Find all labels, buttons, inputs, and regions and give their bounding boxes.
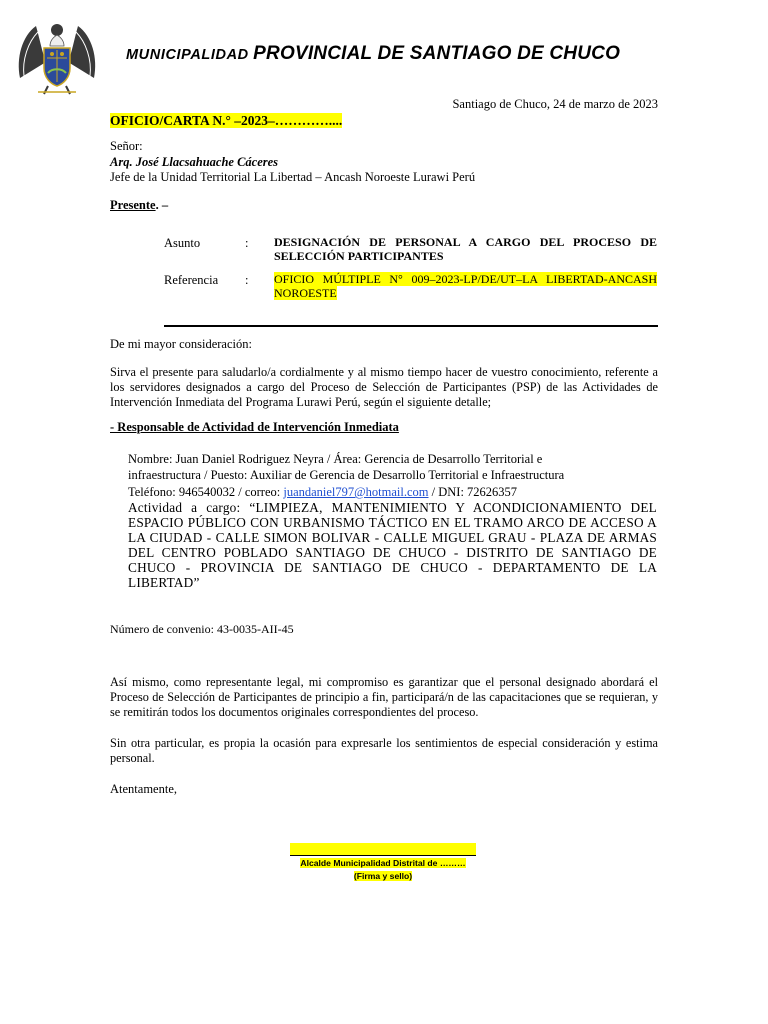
person-line-2: infraestructura / Puesto: Auxiliar de Gerencia de Desarrollo Territorial e Infraestructura [128,468,565,482]
recipient-position: Jefe de la Unidad Territorial La Libertad – Ancash Noroeste Lurawi Perú [110,170,476,184]
section-title: - Responsable de Actividad de Intervención Inmediata [110,420,399,434]
phone-label: Teléfono: 946540032 / correo: [128,485,284,499]
referencia-text: OFICIO MÚLTIPLE N° 009–2023-LP/DE/UT–LA LIBERTAD-ANCASH NOROESTE [274,272,657,300]
org-name: PROVINCIAL DE SANTIAGO DE CHUCO [253,43,621,64]
greeting: De mi mayor consideración: [110,337,252,351]
intro-paragraph: Sirva el presente para saludarlo/a cordialmente y al mismo tiempo hacer de vuestro conocimiento, referente a los servidores designados a cargo del Proceso de Selección de Participantes (PSP) de las Actividades de Intervención Inmediata del Programa Lurawi Perú, según el siguiente detalle; [110,365,658,409]
referencia-value [274,272,657,300]
closing-paragraph: Sin otra particular, es propia la ocasión para expresarle los sentimientos de especial consideración y estima personal. [110,736,658,765]
email-link[interactable]: juandaniel797@hotmail.com [283,485,429,499]
signature-line [290,843,476,856]
presente-suffix: . – [155,198,169,212]
divider-rule [164,325,658,327]
presente-label: Presente [110,198,156,212]
referencia-colon: : [245,273,249,287]
signature-note: (Firma y sello) [353,871,413,881]
asunto-colon: : [245,236,249,250]
signature-title: Alcalde Municipalidad Distrital de ……… [300,858,466,868]
org-prefix: MUNICIPALIDAD [126,47,249,63]
referencia-label: Referencia [164,273,219,287]
recipient-name: Arq. José Llacsahuache Cáceres [110,155,279,169]
person-line-1: Nombre: Juan Daniel Rodriguez Neyra / Área: Gerencia de Desarrollo Territorial e [128,452,543,466]
asunto-label: Asunto [164,236,201,250]
recipient-salutation: Señor: [110,139,143,153]
signature-block [280,858,486,881]
activity-description: Actividad a cargo: “LIMPIEZA, MANTENIMIENTO Y ACONDICIONAMIENTO DEL ESPACIO PÚBLICO CON URBANISMO TÁCTICO EN EL TRAMO ARCO DE ACCESO A LA CIUDAD - CALLE SIMON BOLIVAR - CALLE MIGUEL GRAU - PLAZA DE ARMAS DEL CENTRO POBLADO SANTIAGO DE CHUCO - DISTRITO DE SANTIAGO DE CHUCO - PROVINCIA DE SANTIAGO DE CHUCO - DEPARTAMENTO DE LA LIBERTAD” [128,500,657,590]
presente-line [110,198,168,213]
place-date: Santiago de Chuco, 24 de marzo de 2023 [452,97,658,111]
contact-line [128,485,517,500]
municipal-crest-logo [14,18,100,98]
dni-text: / DNI: 72626357 [428,485,518,499]
reference-code: OFICIO/CARTA N.° –2023–………….... [110,113,343,128]
convenio-number: Número de convenio: 43-0035-AII-45 [110,622,294,636]
commitment-paragraph: Así mismo, como representante legal, mi compromiso es garantizar que el personal designado abordará el Proceso de Selección de Participantes de principio a fin, participará/n de las capacitaciones que se requieran, y se remitirán todos los documentos originales correspondientes del proceso. [110,675,658,719]
header-title [126,43,620,65]
farewell: Atentamente, [110,782,177,796]
asunto-value: DESIGNACIÓN DE PERSONAL A CARGO DEL PROCESO DE SELECCIÓN PARTICIPANTES [274,235,657,263]
